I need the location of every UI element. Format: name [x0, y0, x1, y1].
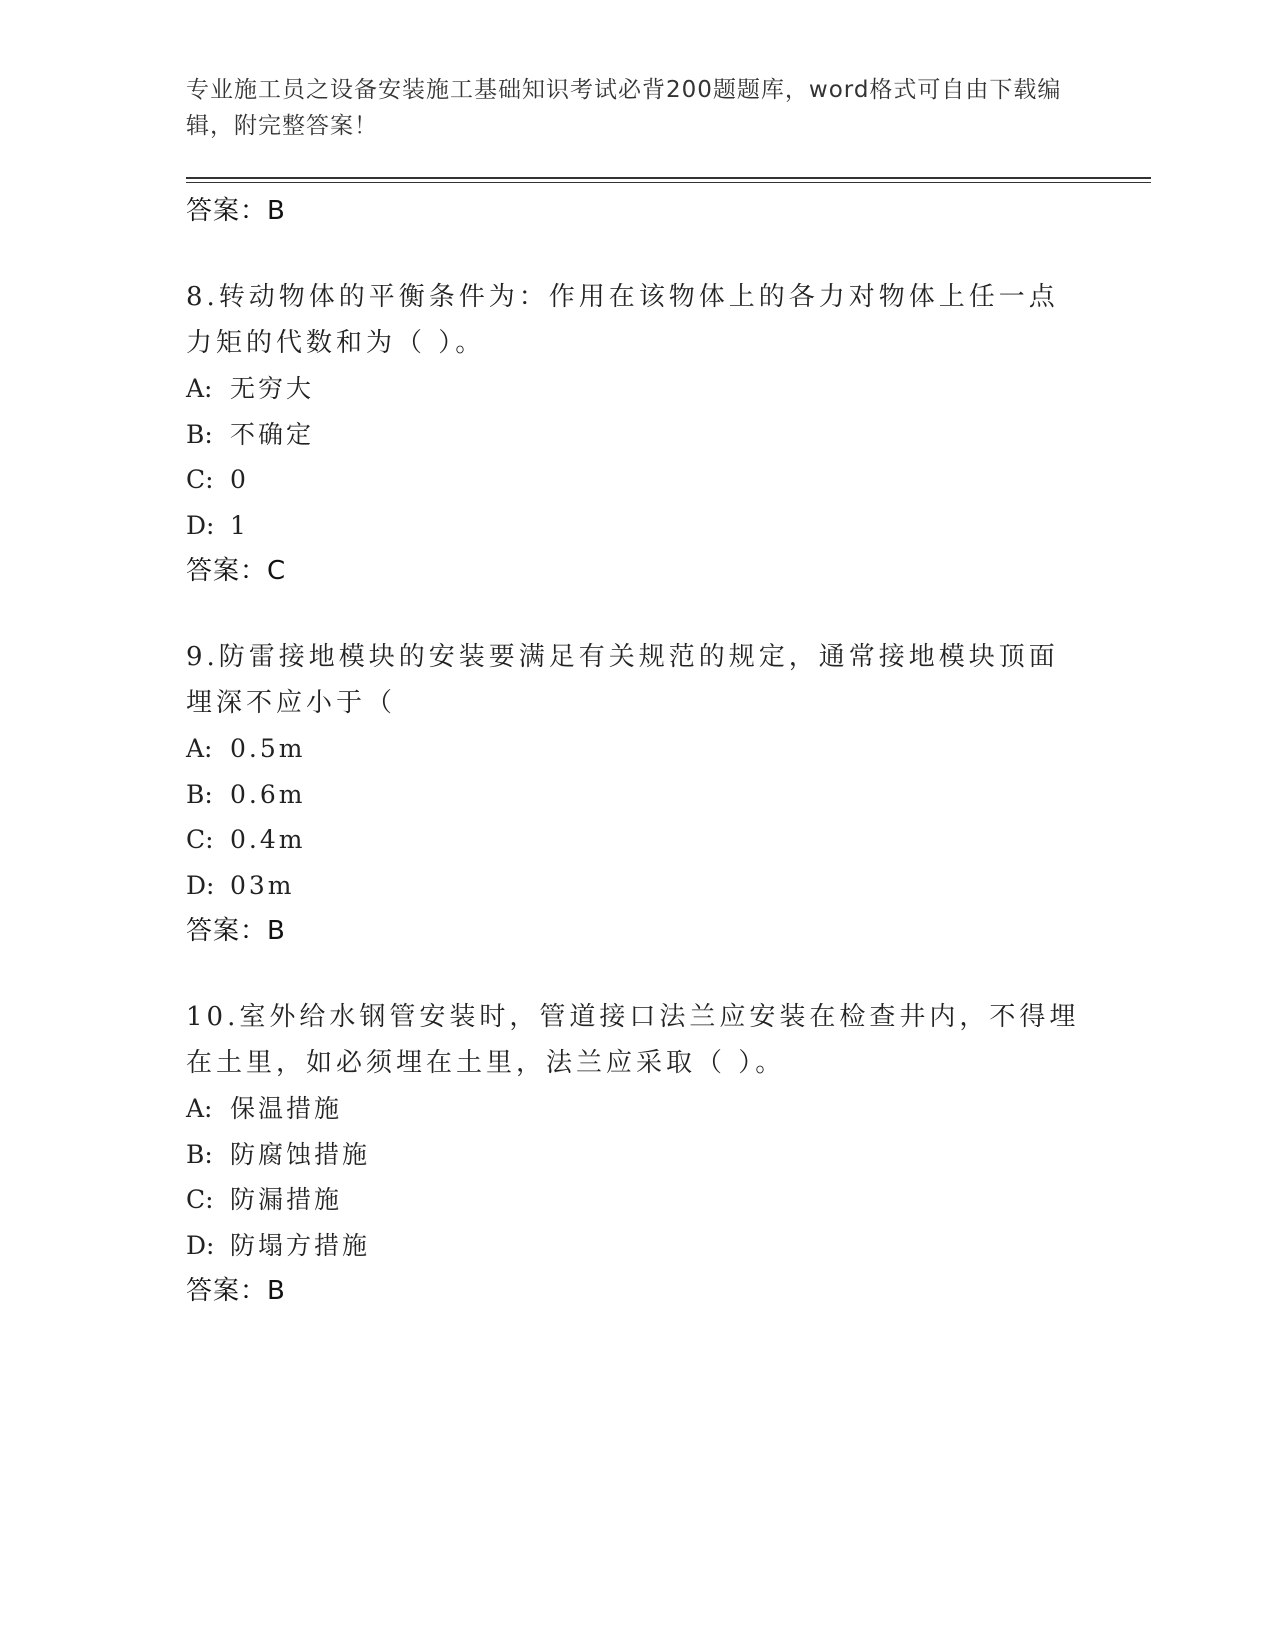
option-label: C: — [186, 465, 214, 494]
option-d — [186, 863, 1086, 909]
option-text: 无穷大 — [230, 374, 315, 403]
option-label: A: — [186, 734, 213, 763]
option-text: 0.5m — [230, 734, 306, 763]
option-text: 1 — [230, 510, 249, 540]
option-c — [186, 1177, 1086, 1223]
option-label: B: — [186, 779, 213, 809]
question-item — [186, 994, 1086, 1314]
option-b — [186, 772, 1086, 818]
option-label: C: — [186, 825, 214, 854]
option-text: 防漏措施 — [230, 1185, 343, 1214]
option-label: A: — [186, 374, 213, 403]
option-label: B: — [186, 1139, 213, 1169]
header-rule-thin — [186, 182, 1151, 183]
document-header: 专业施工员之设备安装施工基础知识考试必背200题题库，word格式可自由下载编辑，附完整答案！ — [186, 77, 1062, 139]
question-item — [186, 634, 1086, 954]
option-d — [186, 503, 1086, 549]
question-stem: 8.转动物体的平衡条件为：作用在该物体上的各力对物体上任一点力矩的代数和为（ ）。 — [186, 282, 1059, 358]
option-text: 防腐蚀措施 — [230, 1139, 371, 1169]
answer-line: 答案：B — [186, 1276, 286, 1306]
option-text: 保温措施 — [230, 1094, 343, 1123]
question-stem: 10.室外给水钢管安装时，管道接口法兰应安装在检查井内，不得埋在土里，如必须埋在土里，法兰应采取（ ）。 — [186, 1002, 1080, 1078]
header-rule-thick — [186, 177, 1151, 179]
answer-line: 答案：B — [186, 196, 286, 226]
option-label: D: — [186, 870, 215, 900]
option-text: 0.6m — [230, 779, 306, 809]
option-b — [186, 1132, 1086, 1178]
option-text: 防塌方措施 — [230, 1230, 371, 1260]
option-label: C: — [186, 1185, 214, 1214]
question-content — [186, 188, 1086, 1354]
option-label: D: — [186, 510, 215, 540]
answer-line: 答案：B — [186, 916, 286, 946]
option-b — [186, 412, 1086, 458]
option-label: B: — [186, 419, 213, 449]
option-c — [186, 457, 1086, 503]
option-label: D: — [186, 1230, 215, 1260]
option-text: 0 — [230, 465, 249, 494]
option-text: 03m — [230, 870, 295, 900]
option-text: 不确定 — [230, 419, 315, 449]
option-label: A: — [186, 1094, 213, 1123]
question-item — [186, 274, 1086, 594]
option-d — [186, 1223, 1086, 1269]
option-a — [186, 366, 1086, 412]
question-stem: 9.防雷接地模块的安装要满足有关规范的规定，通常接地模块顶面埋深不应小于（ — [186, 642, 1059, 718]
option-a — [186, 726, 1086, 772]
option-a — [186, 1086, 1086, 1132]
option-c — [186, 817, 1086, 863]
option-text: 0.4m — [230, 825, 306, 854]
answer-line: 答案：C — [186, 556, 287, 586]
